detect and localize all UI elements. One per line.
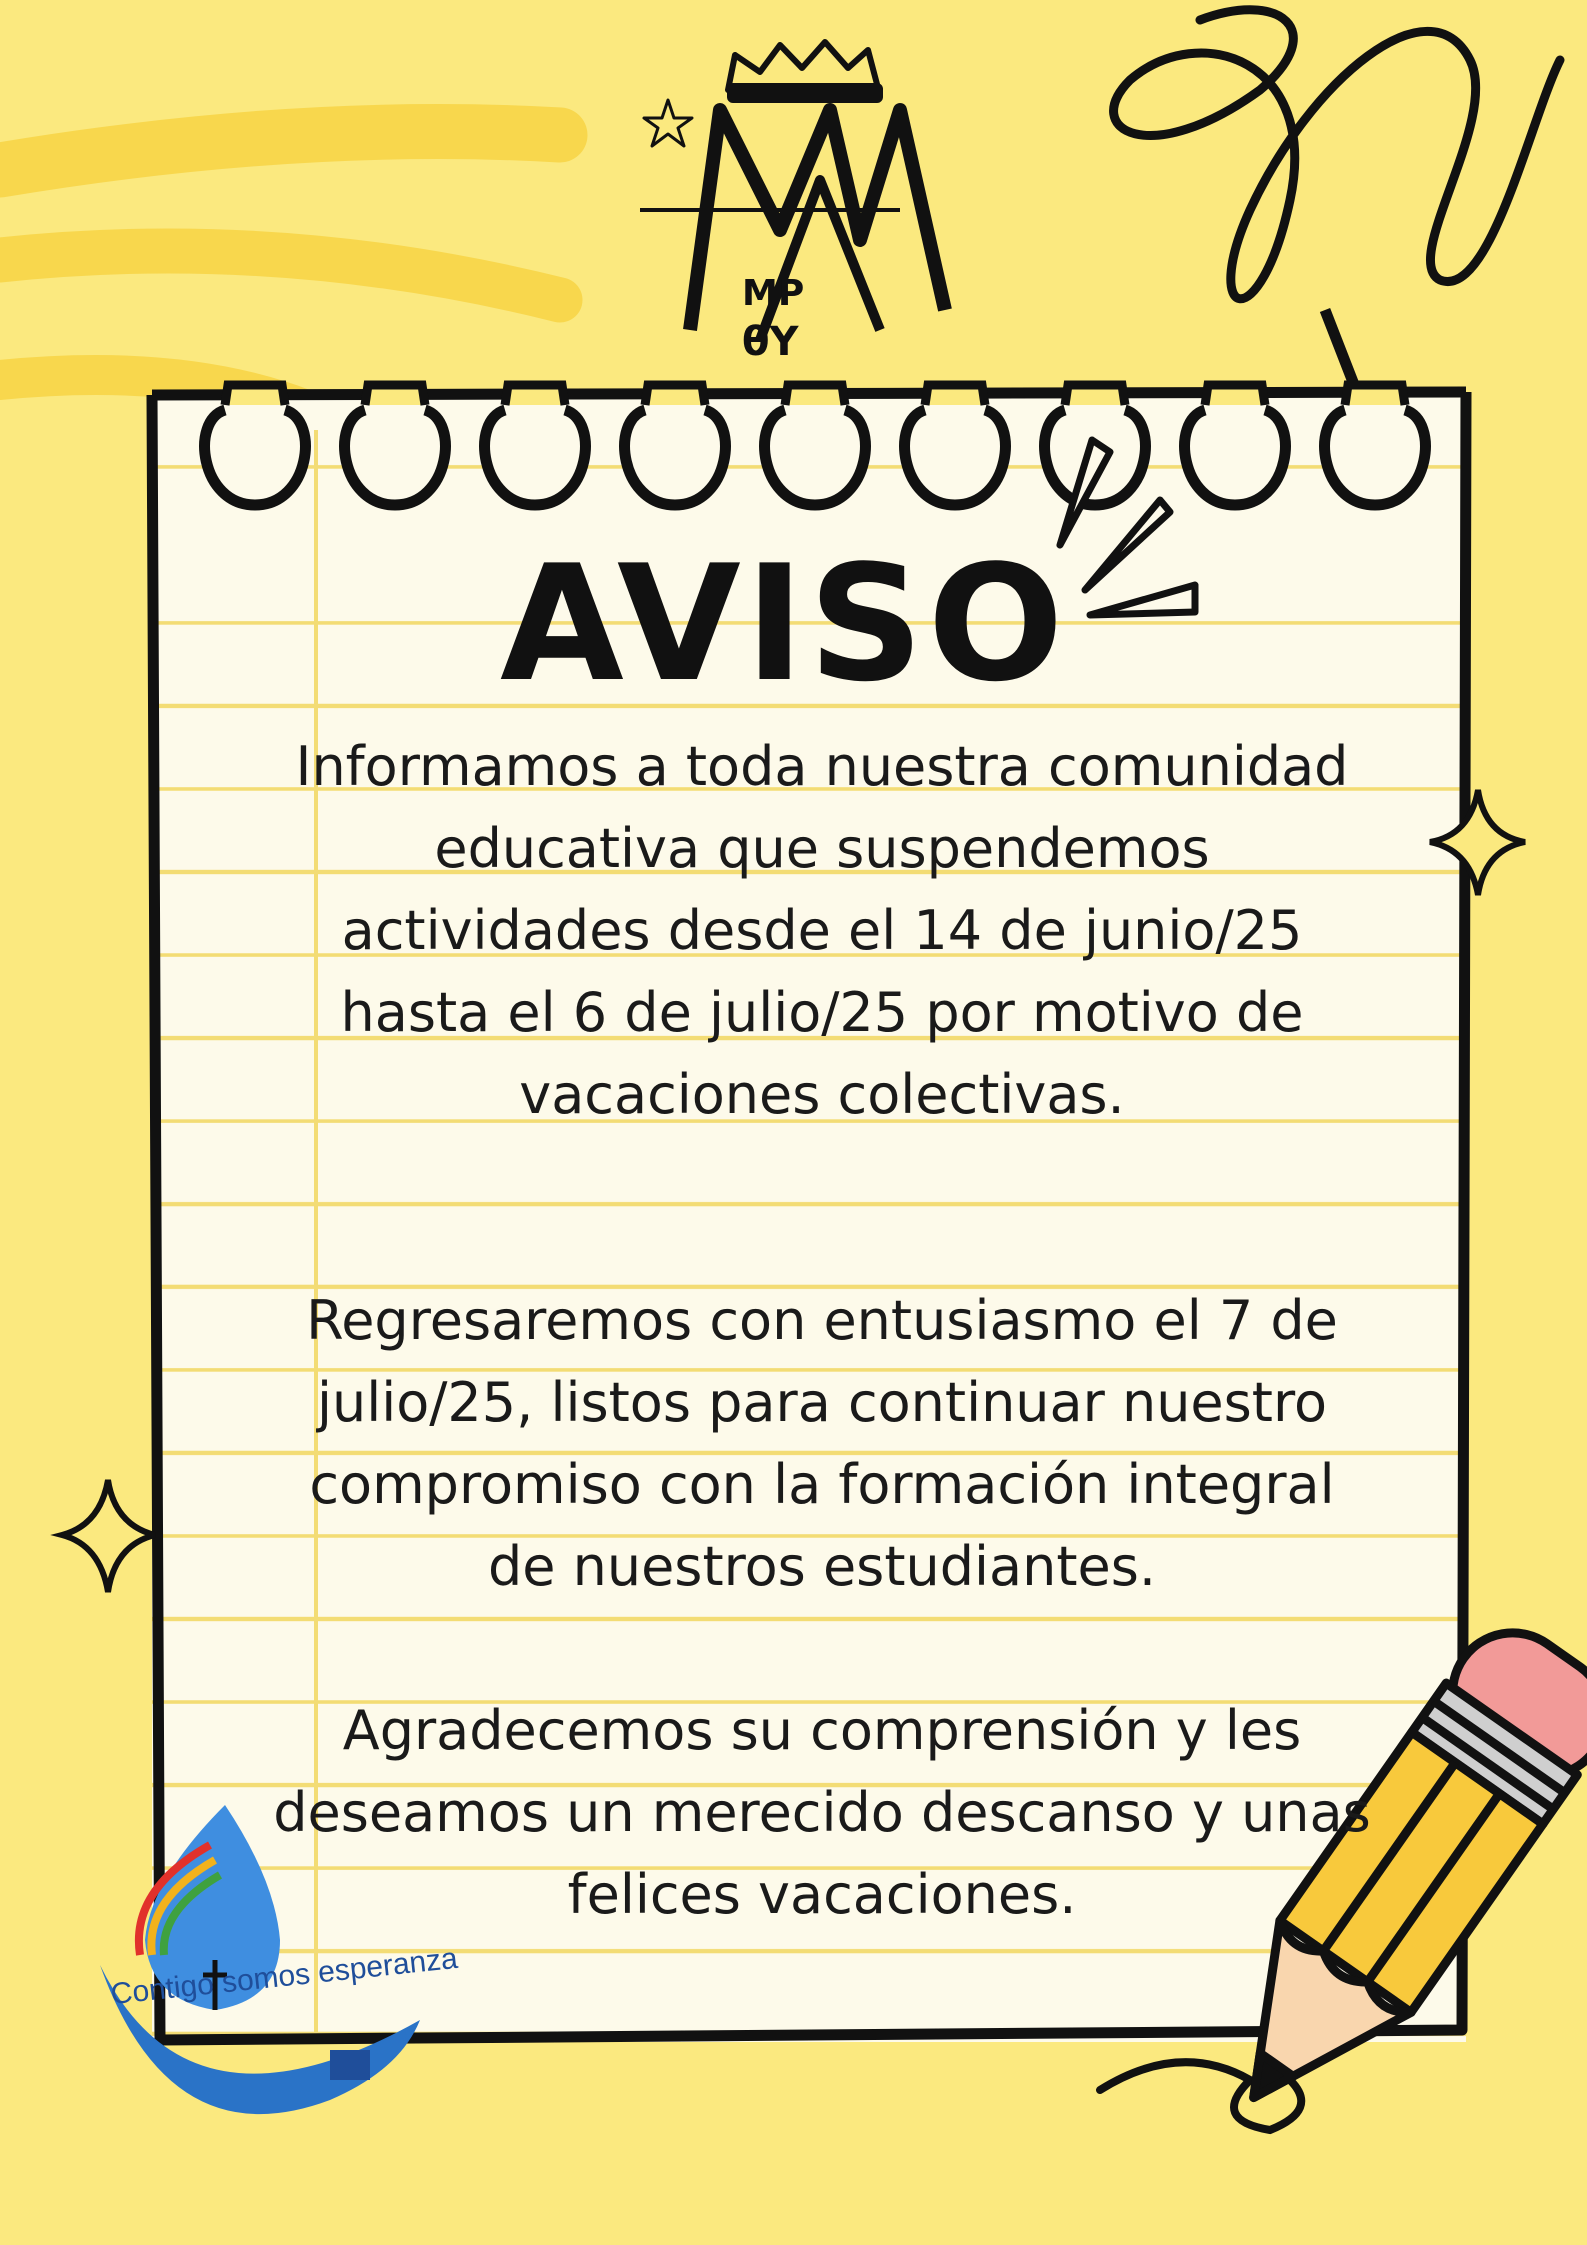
svg-text:θY: θY xyxy=(742,319,799,365)
message-paragraph-3: Agradecemos su comprensión y les deseamos un merecido descanso y unas felices vacaciones. xyxy=(273,1699,1371,1926)
svg-text:MP: MP xyxy=(742,273,805,314)
message-paragraph-1: Informamos a toda nuestra comunidad educativa que suspendemos actividades desde el 14 de junio/25 hasta el 6 de julio/25 por motivo de vacaciones colectivas. xyxy=(295,735,1349,1126)
page-title: AVISO xyxy=(500,530,1068,717)
message-paragraph-2: Regresaremos con entusiasmo el 7 de julio/25, listos para continuar nuestro compromiso con la formación integral de nuestros estudiantes. xyxy=(306,1289,1338,1598)
badge-slogan: Contigo somos esperanza xyxy=(109,1941,460,2012)
